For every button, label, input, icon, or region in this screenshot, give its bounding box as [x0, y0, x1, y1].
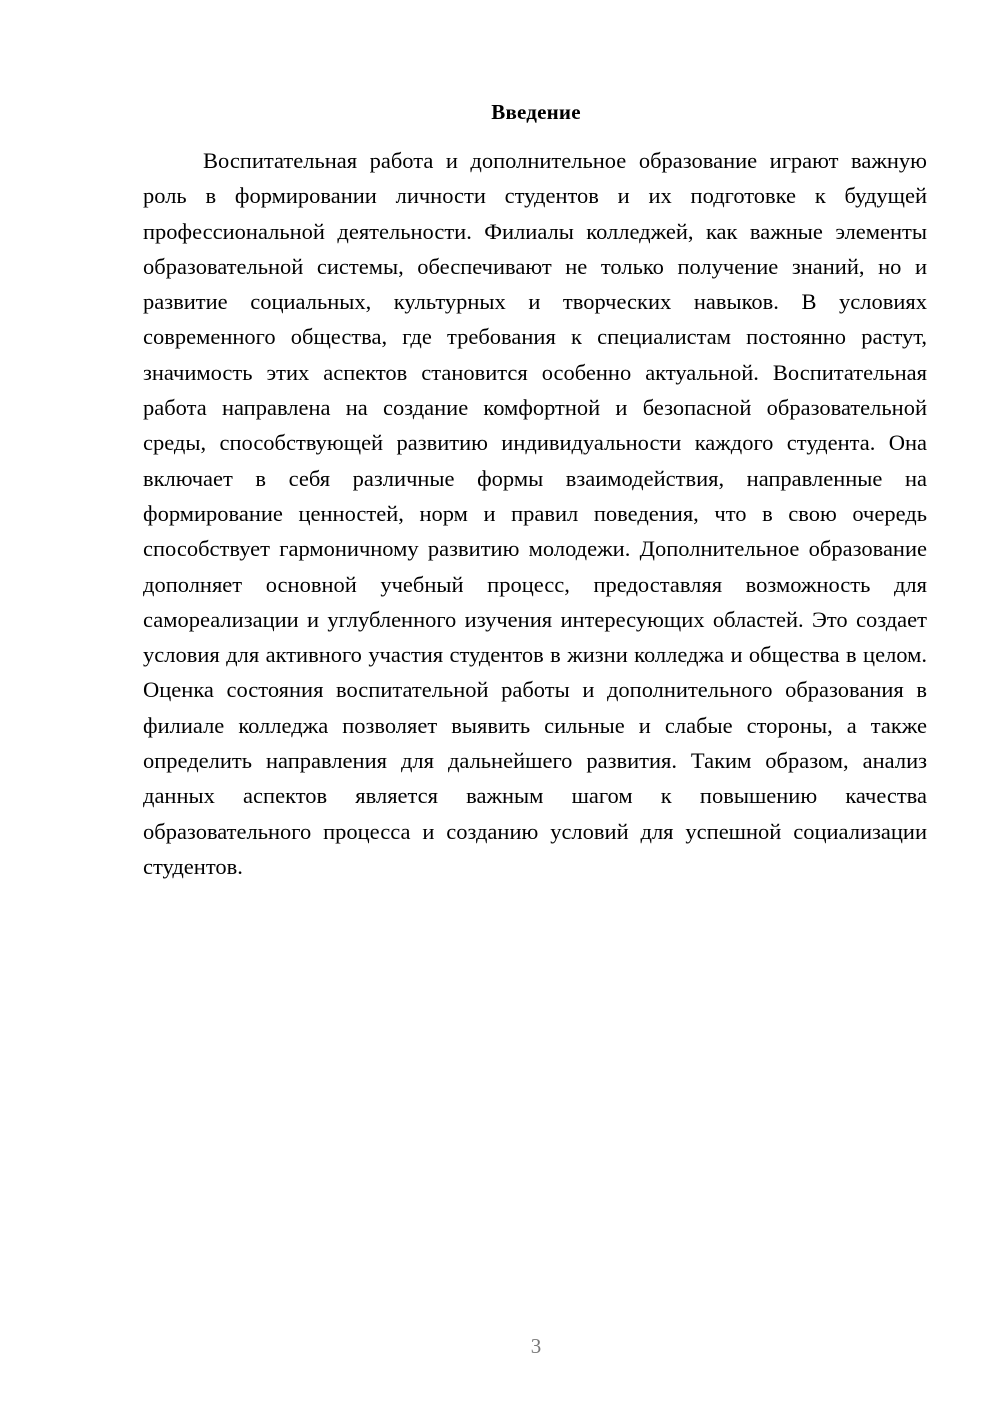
page-number: 3 — [530, 1334, 542, 1358]
body-paragraph: Воспитательная работа и дополнительное образование играют важную роль в формировании личности студентов и их подготовке к будущей профессиональной деятельности. Филиалы колледжей, как важные элементы образовательной системы, обеспечивают не только получение знаний, но и развитие социальных, культурных и творческих навыков. В условиях современного общества, где требования к специалистам постоянно растут, значимость этих аспектов становится особенно актуальной. Воспитательная работа направлена на создание комфортной и безопасной образовательной среды, способствующей развитию индивидуальности каждого студента. Она включает в себя различные формы взаимодействия, направленные на формирование ценностей, норм и правил поведения, что в свою очередь способствует гармоничному развитию молодежи. Дополнительное образование дополняет основной учебный процесс, предоставляя возможность для самореализации и углубленного изучения интересующих областей. Это создает условия для активного участия студентов в жизни колледжа и общества в целом. Оценка состояния воспитательной работы и дополнительного образования в филиале колледжа позволяет выявить сильные и слабые стороны, а также определить направления для дальнейшего развития. Таким образом, анализ данных аспектов является важным шагом к повышению качества образовательного процесса и созданию условий для успешной социализации студентов. — [143, 148, 927, 879]
section-title: Введение — [491, 100, 581, 124]
